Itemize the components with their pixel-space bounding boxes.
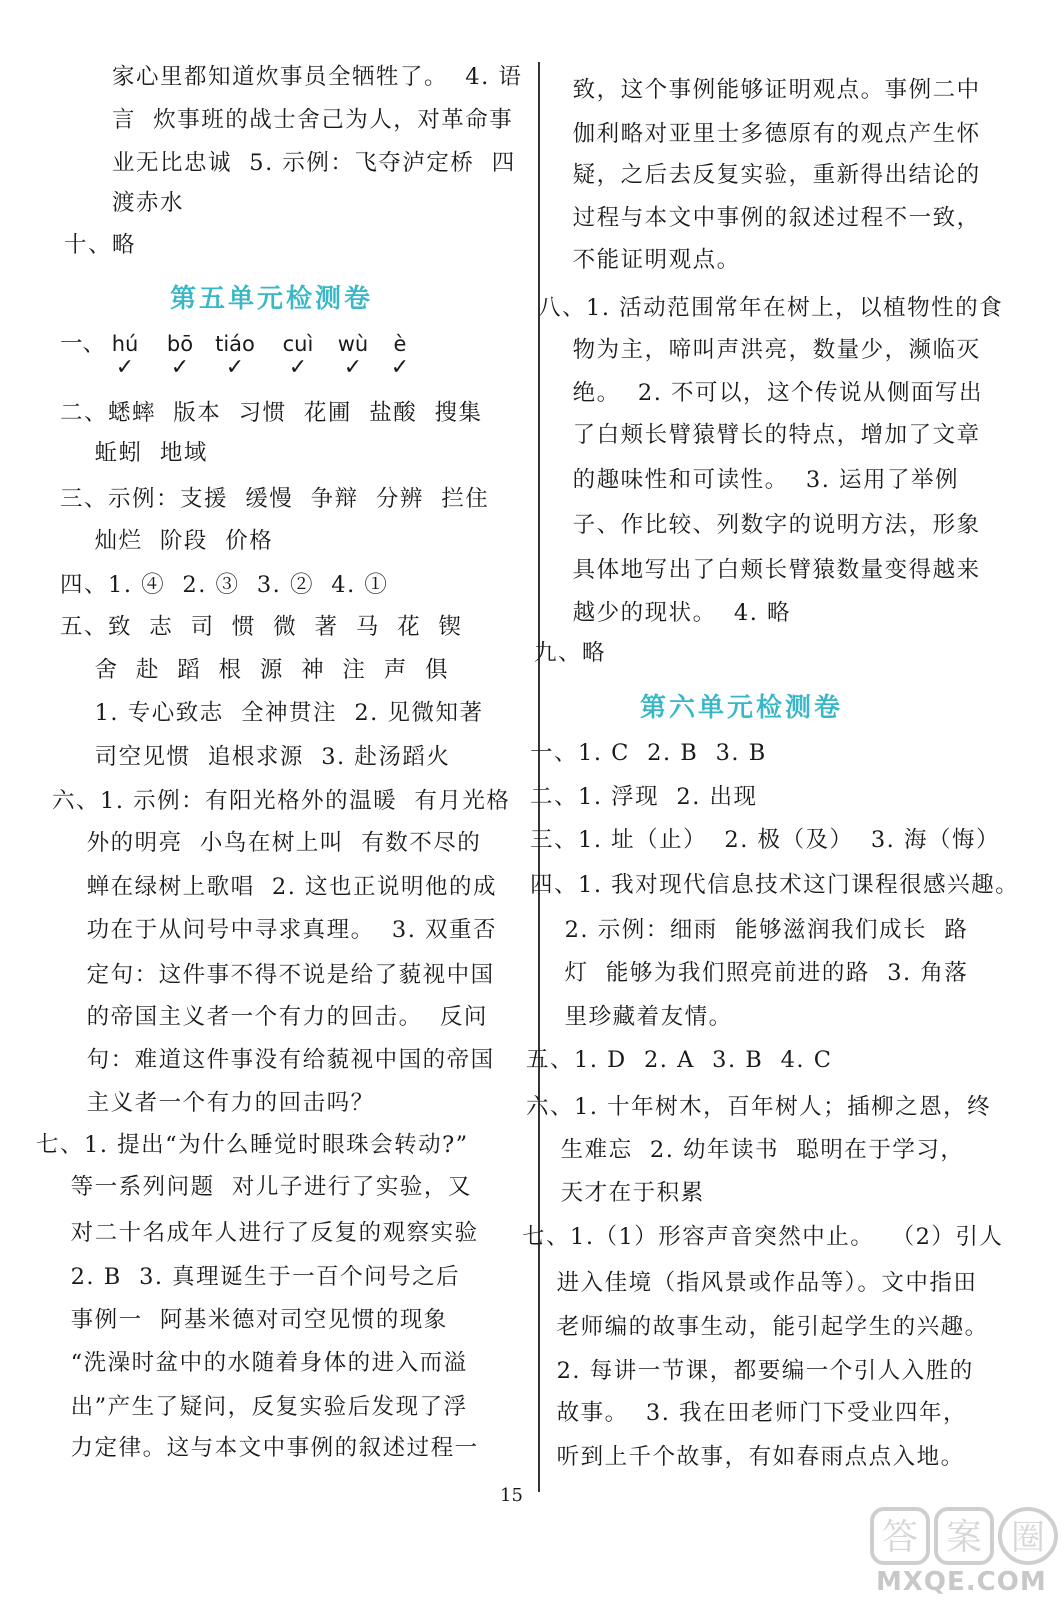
text-line: 事例一 阿基米德对司空见惯的现象 <box>36 1307 448 1333</box>
pinyin-item: wù ✓ <box>337 332 369 380</box>
text-line: 伽利略对亚里士多德原有的观点产生怀 <box>538 121 981 147</box>
unit6-heading: 第六单元检测卷 <box>640 693 844 723</box>
text-line: 四、1. ④ 2. ③ 3. ② 4. ① <box>60 572 389 598</box>
svg-text:圈: 圈 <box>1011 1518 1045 1558</box>
watermark <box>870 1505 1060 1597</box>
text-line: 定句：这件事不得不说是给了藐视中国 <box>52 962 495 988</box>
text-line: 了白颊长臂猿臂长的特点，增加了文章 <box>538 422 981 448</box>
text-line: 老师编的故事生动，能引起学生的兴趣。 <box>522 1314 989 1340</box>
text-line: 力定律。这与本文中事例的叙述过程一 <box>36 1435 479 1461</box>
text-line: 一、1. C 2. B 3. B <box>530 740 767 766</box>
text-line: 越少的现状。 4. 略 <box>538 600 792 626</box>
text-line: 灿烂 阶段 价格 <box>60 528 274 554</box>
text-line: 业无比忠诚 5. 示例：飞夺泸定桥 四 <box>112 150 516 176</box>
text-line: 物为主，啼叫声洪亮，数量少，濒临灭 <box>538 337 981 363</box>
svg-text:答: 答 <box>881 1517 919 1558</box>
text-line: 2. 每讲一节课，都要编一个引人入胜的 <box>522 1358 974 1384</box>
text-line: 言 炊事班的战士舍己为人，对革命事 <box>112 107 514 133</box>
text-line: 四、1. 我对现代信息技术这门课程很感兴趣。 <box>530 872 1020 898</box>
watermark-logo-icon <box>870 1505 1060 1569</box>
text-line: 生难忘 2. 幼年读书 聪明在于学习， <box>526 1137 965 1163</box>
text-line: 的趣味性和可读性。 3. 运用了举例 <box>538 467 960 493</box>
text-line: 的帝国主义者一个有力的回击。 反问 <box>52 1004 488 1030</box>
text-line: 五、致 志 司 惯 微 著 马 花 锲 <box>60 614 463 640</box>
text-line: 舍 赴 蹈 根 源 神 注 声 俱 <box>60 657 450 683</box>
svg-text:案: 案 <box>945 1517 983 1558</box>
text-line: 句：难道这件事没有给藐视中国的帝国 <box>52 1047 495 1073</box>
text-line: 七、1.（1）形容声音突然中止。 （2）引人 <box>522 1224 1004 1250</box>
text-line: 故事。 3. 我在田老师门下受业四年， <box>522 1400 968 1426</box>
pinyin-row <box>60 330 480 390</box>
text-line: 八、1. 活动范围常年在树上，以植物性的食 <box>538 295 1004 321</box>
watermark-url: MXQE.COM <box>876 1567 1047 1597</box>
text-line: 子、作比较、列数字的说明方法，形象 <box>538 512 981 538</box>
text-line: 具体地写出了白颊长臂猿数量变得越来 <box>538 557 981 583</box>
text-line: 疑，之后去反复实验，重新得出结论的 <box>538 162 981 188</box>
text-line: 等一系列问题 对儿子进行了实验，又 <box>36 1174 472 1200</box>
pinyin-item: cuì ✓ <box>282 332 314 380</box>
text-line: 外的明亮 小鸟在树上叫 有数不尽的 <box>52 830 482 856</box>
text-line: 绝。 2. 不可以，这个传说从侧面写出 <box>538 380 984 406</box>
text-line: 六、1. 示例：有阳光格外的温暖 有月光格 <box>52 788 511 814</box>
text-line: 二、1. 浮现 2. 出现 <box>530 784 758 810</box>
text-line: 2. B 3. 真理诞生于一百个问号之后 <box>36 1264 461 1290</box>
pinyin-label: 一、 <box>60 331 106 357</box>
text-line: 九、略 <box>534 640 607 666</box>
text-line: 七、1. 提出“为什么睡觉时眼珠会转动?” <box>36 1132 469 1158</box>
text-line: 十、略 <box>64 232 137 258</box>
pinyin-item: tiáo ✓ <box>215 332 255 380</box>
text-line: 蚯蚓 地域 <box>60 440 208 466</box>
text-line: 家心里都知道炊事员全牺牲了。 4. 语 <box>112 64 523 90</box>
text-line: 听到上千个故事，有如春雨点点入地。 <box>522 1444 965 1470</box>
text-line: 天才在于积累 <box>526 1180 705 1206</box>
text-line: 功在于从问号中寻求真理。 3. 双重否 <box>52 917 498 943</box>
text-line: 出”产生了疑问，反复实验后发现了浮 <box>36 1394 468 1420</box>
text-line: 2. 示例：细雨 能够滋润我们成长 路 <box>530 917 969 943</box>
text-line: 对二十名成年人进行了反复的观察实验 <box>36 1220 479 1246</box>
text-line: 二、蟋蟀 版本 习惯 花圃 盐酸 搜集 <box>60 400 483 426</box>
text-line: 六、1. 十年树木，百年树人；插柳之恩，终 <box>526 1094 992 1120</box>
text-line: 主义者一个有力的回击吗？ <box>52 1090 375 1116</box>
text-line: 三、1. 址（止） 2. 极（及） 3. 海（悔） <box>530 827 1000 853</box>
pinyin-item: hú ✓ <box>111 332 139 380</box>
text-line: 致，这个事例能够证明观点。事例二中 <box>538 77 981 103</box>
text-line: “洗澡时盆中的水随着身体的进入而溢 <box>36 1350 468 1376</box>
pinyin-item: bō ✓ <box>166 332 194 380</box>
text-line: 五、1. D 2. A 3. B 4. C <box>526 1047 833 1073</box>
text-line: 1. 专心致志 全神贯注 2. 见微知著 <box>60 700 484 726</box>
text-line: 不能证明观点。 <box>538 247 741 273</box>
text-line: 司空见惯 追根求源 3. 赴汤蹈火 <box>60 744 451 770</box>
text-line: 灯 能够为我们照亮前进的路 3. 角落 <box>530 960 969 986</box>
unit5-heading: 第五单元检测卷 <box>170 284 374 314</box>
text-line: 进入佳境（指风景或作品等）。文中指田 <box>522 1270 978 1296</box>
text-line: 过程与本文中事例的叙述过程不一致， <box>538 205 981 231</box>
text-line: 蝉在绿树上歌唱 2. 这也正说明他的成 <box>52 874 498 900</box>
text-line: 三、示例：支援 缓慢 争辩 分辨 拦住 <box>60 486 490 512</box>
text-line: 里珍藏着友情。 <box>530 1004 733 1030</box>
page-number: 15 <box>500 1485 523 1506</box>
pinyin-item: è ✓ <box>390 332 410 380</box>
text-line: 渡赤水 <box>112 190 185 216</box>
